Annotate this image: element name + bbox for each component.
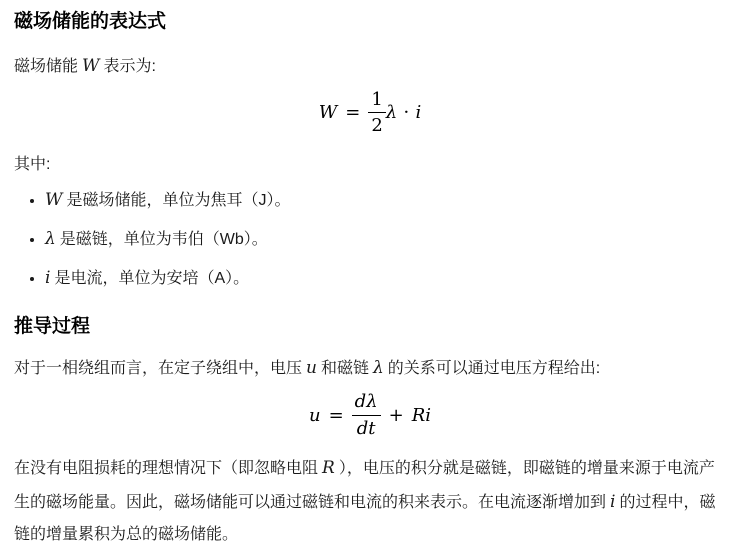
- list-item: [45, 222, 726, 256]
- intro-paragraph: [14, 49, 726, 83]
- dot-operator: ⋅: [403, 102, 410, 124]
- section1-heading: 磁场储能的表达式: [14, 11, 167, 32]
- math-var-lambda: λ: [45, 228, 56, 249]
- where-label: 其中:: [14, 155, 51, 173]
- math-var-lambda: λ: [385, 102, 398, 124]
- derivation-text-1: 对于一相绕组而言，在定子绕组中，电压: [14, 360, 303, 378]
- intro-text-post: 表示为:: [103, 57, 156, 75]
- closing-text-3: 的过程中，磁链的增量累积为总的磁场储能。: [14, 494, 716, 544]
- equals-sign: =: [328, 404, 344, 426]
- fraction-numerator: dλ: [352, 391, 381, 416]
- formula-energy-lhs: W: [318, 102, 338, 124]
- list-item-text: 是电流，单位为安培（A）。: [54, 269, 250, 287]
- math-var-i: i: [45, 267, 51, 288]
- math-var-W: W: [82, 55, 100, 76]
- formula-voltage: [14, 391, 726, 439]
- closing-paragraph: [14, 451, 726, 551]
- list-item-text: 是磁场储能，单位为焦耳（J）。: [66, 191, 291, 209]
- math-term-Ri: Ri: [411, 404, 432, 426]
- list-item-text: 是磁链，单位为韦伯（Wb）。: [59, 230, 268, 248]
- plus-sign: +: [388, 404, 404, 426]
- formula-voltage-lhs: u: [308, 404, 321, 426]
- section2-heading: 推导过程: [14, 315, 91, 337]
- list-item: [45, 183, 726, 217]
- math-var-R: R: [322, 458, 335, 479]
- math-var-u: u: [306, 358, 317, 379]
- derivation-paragraph: [14, 351, 726, 385]
- intro-text-pre: 磁场储能: [14, 57, 79, 75]
- closing-text-1: 在没有电阻损耗的理想情况下（即忽略电阻: [14, 460, 319, 478]
- derivation-text-3: 的关系可以通过电压方程给出:: [387, 360, 601, 378]
- fraction-denominator: 2: [371, 115, 383, 137]
- math-var-lambda: λ: [372, 358, 384, 379]
- fraction-dlambda-dt: [352, 391, 381, 439]
- bullet-list: [14, 183, 726, 295]
- fraction-one-half: [368, 89, 385, 137]
- math-var-i: i: [415, 102, 422, 124]
- equals-sign: =: [345, 102, 361, 124]
- closing-text-2: ），电压的积分就是磁链，即磁链的增量来源于电流产生的磁场能量。因此，磁场储能可以通过磁链和电流的积来表示。在电流逐渐增加到: [14, 460, 715, 512]
- fraction-numerator: 1: [368, 89, 385, 114]
- list-item: [45, 261, 726, 295]
- math-var-W: W: [45, 189, 63, 210]
- derivation-text-2: 和磁链: [320, 360, 369, 378]
- formula-energy: [14, 89, 726, 137]
- math-var-i: i: [610, 492, 616, 513]
- fraction-denominator: dt: [356, 417, 376, 439]
